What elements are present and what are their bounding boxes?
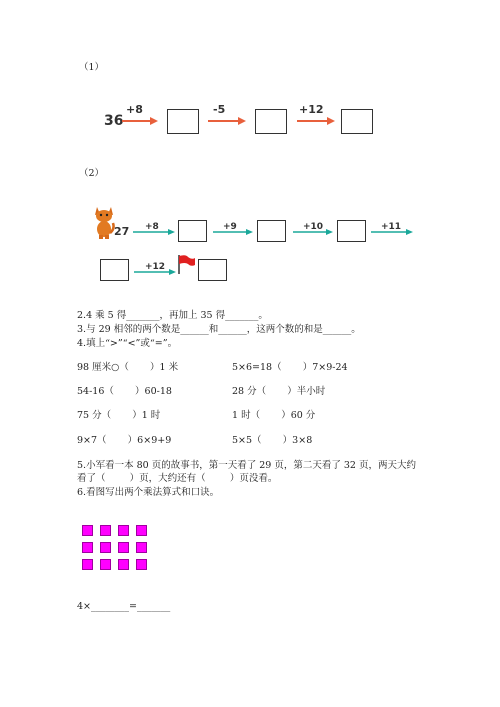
answer-box[interactable] — [341, 109, 373, 134]
question-5-line2: 看了（ ）页，大约还有（ ）页没看。 — [77, 473, 278, 484]
arrow-icon — [122, 116, 158, 126]
grid-square — [136, 559, 147, 570]
part1-step-1: +8 — [126, 103, 143, 116]
question-6: 6.看图写出两个乘法算式和口诀。 — [77, 487, 220, 498]
grid-square — [136, 542, 147, 553]
answer-box[interactable] — [257, 220, 286, 242]
question-5-line1: 5.小军看一本 80 页的故事书，第一天看了 29 页，第二天看了 32 页，两天大约 — [77, 460, 416, 471]
answer-box[interactable] — [337, 220, 366, 242]
answer-box[interactable] — [255, 109, 287, 134]
grid-square — [118, 542, 129, 553]
compare-item: 28 分（ ）半小时 — [232, 386, 326, 397]
cat-icon — [93, 205, 115, 239]
part2-start-number: 27 — [114, 225, 130, 238]
part2-step-4: +11 — [381, 222, 402, 232]
grid-square — [100, 559, 111, 570]
answer-box[interactable] — [198, 259, 227, 281]
question-4: 4.填上“>”“<”或“=”。 — [77, 338, 178, 349]
answer-box[interactable] — [100, 259, 129, 281]
compare-item: 5×5（ ）3×8 — [232, 435, 313, 446]
grid-square — [118, 559, 129, 570]
grid-square — [82, 559, 93, 570]
answer-box[interactable] — [167, 109, 199, 134]
answer-box[interactable] — [178, 220, 207, 242]
part2-step-5: +12 — [145, 262, 166, 272]
question-6-answer-line[interactable]: 4×________=_______ — [77, 601, 171, 612]
arrow-icon — [371, 228, 413, 236]
arrow-icon — [213, 228, 253, 236]
grid-square — [100, 525, 111, 536]
compare-item: 5×6=18（ ）7×9-24 — [232, 362, 348, 373]
grid-square — [118, 525, 129, 536]
grid-square — [136, 525, 147, 536]
arrow-icon — [134, 268, 176, 276]
part1-label: （1） — [79, 62, 105, 73]
part2-step-3: +10 — [303, 222, 324, 232]
arrow-icon — [133, 228, 175, 236]
compare-item: 1 时（ ）60 分 — [232, 410, 316, 421]
question-3: 3.与 29 相邻的两个数是______和______，这两个数的和是______。 — [77, 324, 361, 335]
arrow-icon — [208, 116, 246, 126]
question-2: 2.4 乘 5 得_______，再加上 35 得_______。 — [77, 310, 268, 321]
part2-label: （2） — [79, 168, 105, 179]
part2-step-2: +9 — [223, 222, 237, 232]
compare-item: 9×7（ ）6×9+9 — [77, 435, 172, 446]
flag-icon — [176, 254, 196, 274]
compare-item: 98 厘米○（ ）1 米 — [77, 362, 179, 373]
part1-step-2: -5 — [213, 103, 226, 116]
part1-step-3: +12 — [299, 103, 324, 116]
part1-start-number: 36 — [104, 113, 124, 129]
arrow-icon — [297, 116, 335, 126]
compare-item: 75 分（ ）1 时 — [77, 410, 161, 421]
grid-square — [82, 525, 93, 536]
grid-square — [100, 542, 111, 553]
part2-step-1: +8 — [145, 222, 159, 232]
compare-item: 54-16（ ）60-18 — [77, 386, 172, 397]
arrow-icon — [293, 228, 333, 236]
grid-square — [82, 542, 93, 553]
